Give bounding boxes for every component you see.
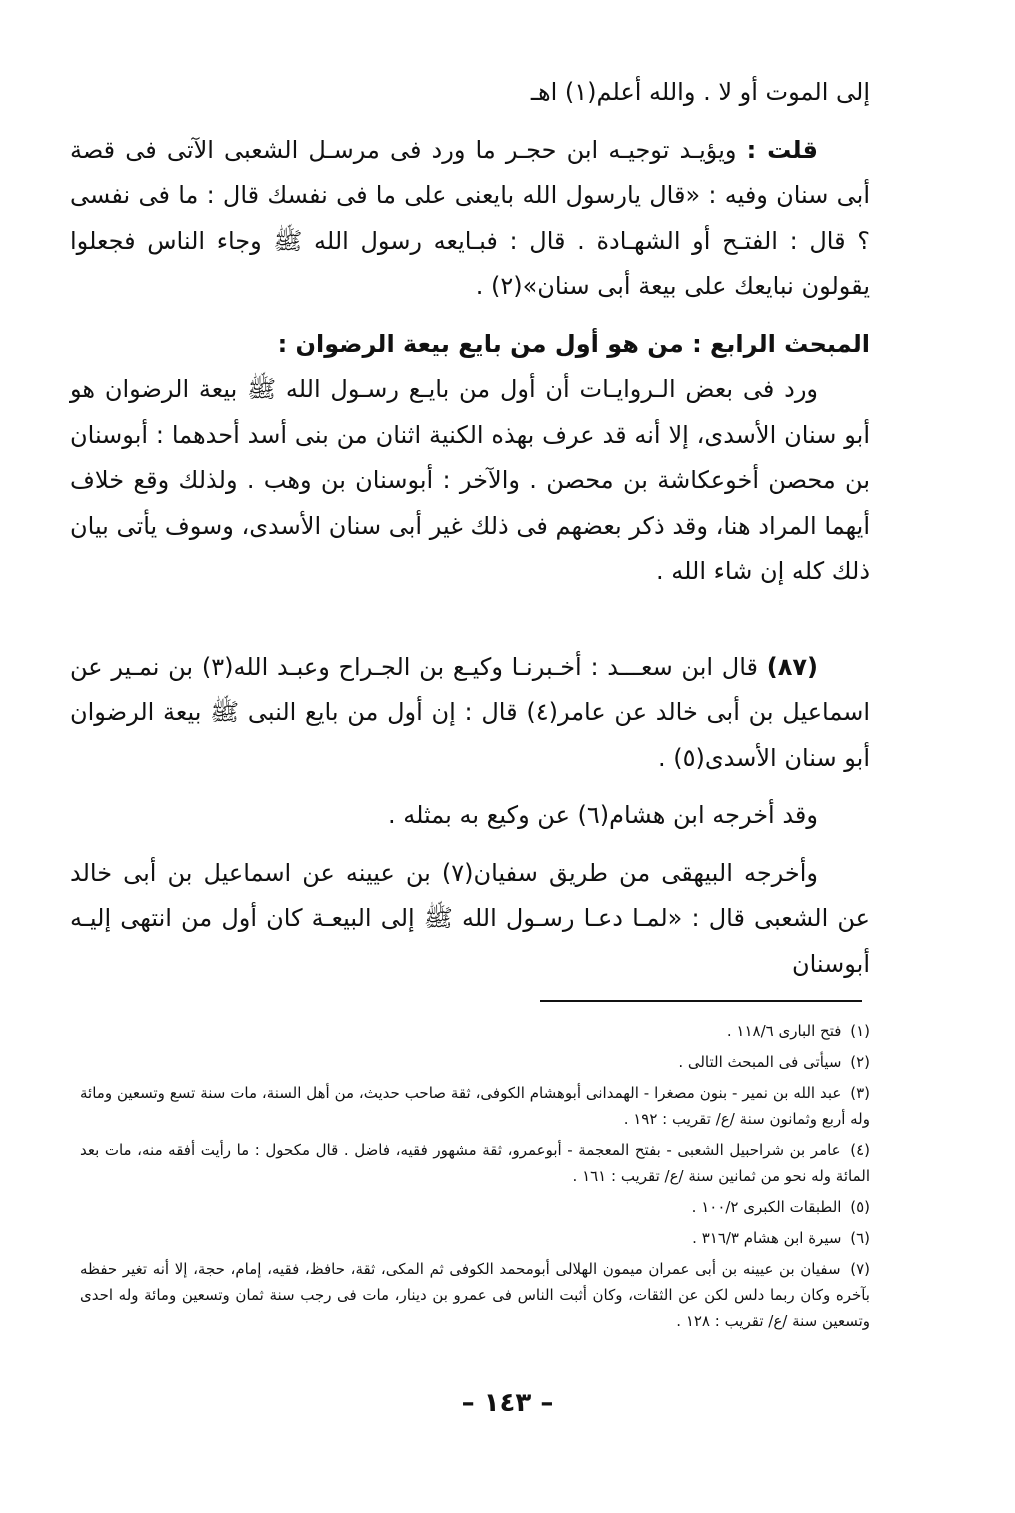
footnote-number: (٧) — [850, 1260, 870, 1278]
paragraph-5: وقد أخرجه ابن هشام(٦) عن وكيع به بمثله . — [387, 801, 818, 829]
footnote-text: سيأتى فى المبحث التالى . — [678, 1053, 842, 1071]
paragraph-2 — [70, 128, 870, 310]
paragraph-4-text: قال ابن سعـــد : أخـبرنـا وكيـع بن الجـراح وعبـد الله(٣) بن نمـير عن اسماعيل بن أبى خالد عن عامر(٤) قال : إن أول من بايع النبى ﷺ بيعة الرضوان أبو سنان الأسدى(٥) . — [70, 652, 871, 772]
paragraph-1: إلى الموت أو لا . والله أعلم(١) اهـ — [530, 78, 870, 106]
footnote-number: (٣) — [850, 1084, 870, 1102]
paragraph-4 — [70, 645, 870, 782]
footnote-item — [80, 1137, 870, 1189]
footnote-number: (٢) — [850, 1053, 870, 1071]
footnote-item — [80, 1256, 870, 1334]
footnote-number: (٤) — [850, 1141, 870, 1159]
footnote-item — [80, 1018, 870, 1044]
footnote-item — [80, 1049, 870, 1075]
footnote-number: (١) — [850, 1022, 870, 1040]
footnote-item — [80, 1225, 870, 1251]
footnote-divider — [540, 1000, 862, 1002]
paragraph-2-text: ويؤيـد توجيـه ابن حجـر ما ورد فى مرسـل الشعبى الآتى فى قصة أبى سنان وفيه : «قال يارسول الله بايعنى على ما فى نفسك قال : ما فى نفسى ؟ قال : الفتـح أو الشهـادة . قال : فبـايعه رسول الله ﷺ وجاء الناس فجعلوا يقولون نبايعك على بيعة أبى سنان»(٢) . — [70, 135, 870, 300]
hadith-number: (٨٧) — [766, 652, 818, 681]
footnotes — [80, 1018, 870, 1339]
footnote-text: الطبقات الكبرى ١٠٠/٢ . — [691, 1198, 842, 1216]
footnote-item — [80, 1194, 870, 1220]
footnote-number: (٦) — [850, 1229, 870, 1247]
footnote-text: سفيان بن عيينه بن أبى عمران ميمون الهلالى أبومحمد الكوفى ثم المكى، ثقة، حافظ، فقيه، إمام، حجة، إلا أنه تغير حفظه بآخره وكان ربما دلس لكن عن الثقات، وكان أثبت الناس فى عمرو بن دينار، مات فى رجب سنة ثمان وتسعين ومائة وله احدى وتسعين سنة /ع/ تقريب : ١٢٨ . — [80, 1260, 870, 1330]
footnote-text: سيرة ابن هشام ٣١٦/٣ . — [692, 1229, 842, 1247]
page-number: – ١٤٣ – — [461, 1388, 554, 1418]
footnote-text: عامر بن شراحبيل الشعبى - بفتح المعجمة - أبوعمرو، ثقة مشهور فقيه، فاضل . قال مكحول : ما رأيت أفقه منه، مات بعد المائة وله نحو من ثمانين سنة /ع/ تقريب : ١٦١ . — [80, 1141, 870, 1185]
footnote-item — [80, 1080, 870, 1132]
paragraph-3: ورد فى بعض الـروايـات أن أول من بايـع رسـول الله ﷺ بيعة الرضوان هو أبو سنان الأسدى، إلا أنه قد عرف بهذه الكنية اثنان من بنى أسد أحدهما : أبوسنان بن محصن أخوعكاشة بن محصن . والآخر : أبوسنان بن وهب . ولذلك وقع خلاف أيهما المراد هنا، وقد ذكر بعضهم فى ذلك غير أبى سنان الأسدى، وسوف يأتى بيان ذلك كله إن شاء الله . — [70, 375, 870, 585]
section-heading: المبحث الرابع : من هو أول من بايع بيعة الرضوان : — [277, 329, 870, 358]
footnote-text: فتح البارى ١١٨/٦ . — [726, 1022, 842, 1040]
footnote-number: (٥) — [850, 1198, 870, 1216]
paragraph-2-lead: قلت : — [746, 135, 818, 164]
footnote-text: عبد الله بن نمير - بنون مصغرا - الهمدانى أبوهشام الكوفى، ثقة صاحب حديث، من أهل السنة، مات سنة تسع وتسعين ومائة وله أربع وثمانون سنة /ع/ تقريب : ١٩٢ . — [80, 1084, 870, 1128]
paragraph-6: وأخرجه البيهقى من طريق سفيان(٧) بن عيينه عن اسماعيل بن أبى خالد عن الشعبى قال : «لمـا دعـا رسـول الله ﷺ إلى البيعـة كان أول من انتهى إليـه أبوسنان — [70, 858, 870, 978]
main-text — [70, 70, 870, 987]
